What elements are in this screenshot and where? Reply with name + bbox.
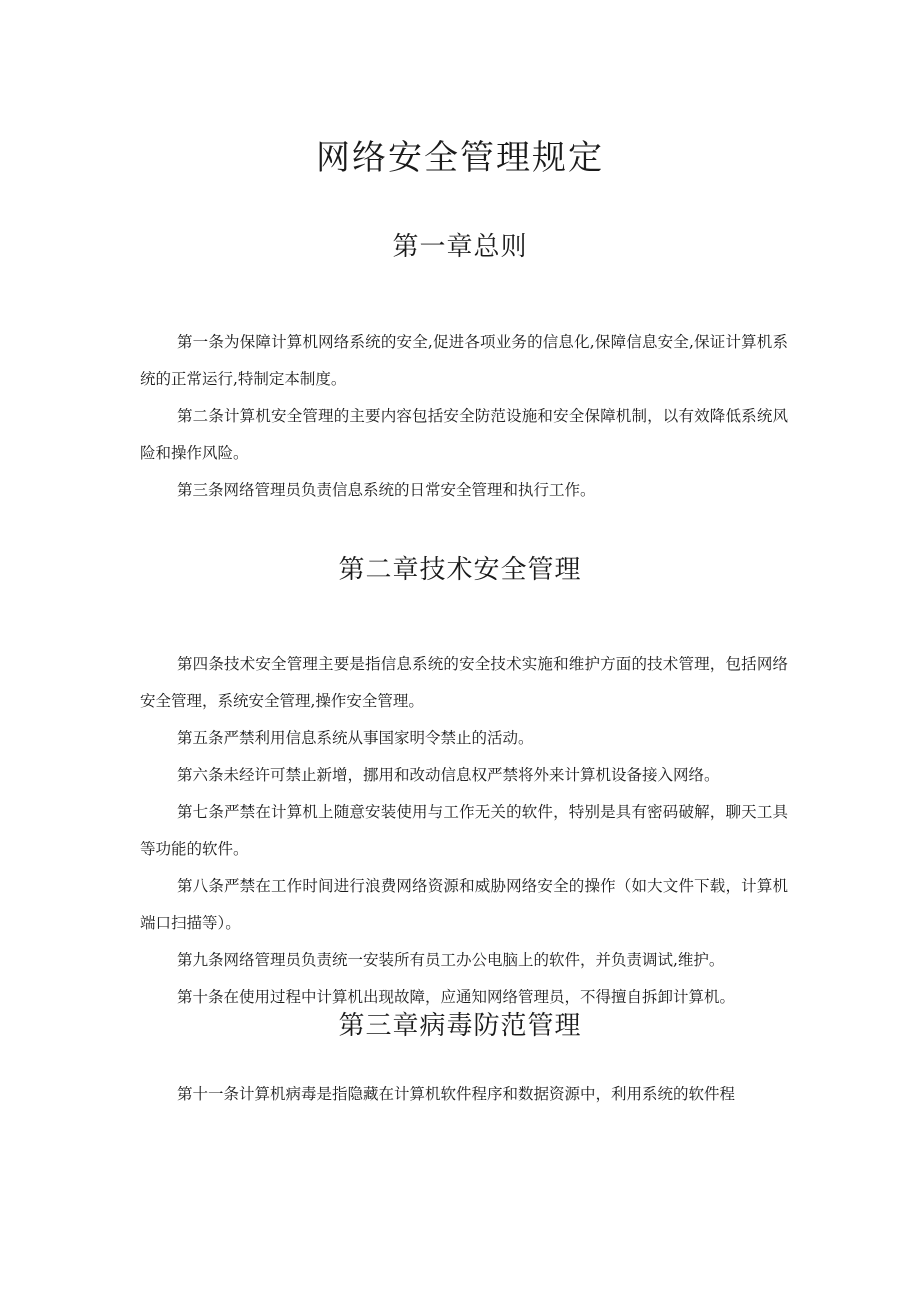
document-title: 网络安全管理规定 (316, 138, 604, 178)
article-7: 第七条严禁在计算机上随意安装使用与工作无关的软件，特别是具有密码破解，聊天工具等功能的软件。 (140, 803, 788, 858)
chapter-1-heading: 第一章总则 (392, 232, 528, 262)
article-5: 第五条严禁利用信息系统从事国家明令禁止的活动。 (177, 729, 534, 747)
article-9: 第九条网络管理员负责统一安装所有员工办公电脑上的软件，并负责调试,维护。 (177, 951, 725, 969)
chapter-2-heading: 第二章技术安全管理 (338, 555, 582, 585)
article-11: 第十一条计算机病毒是指隐藏在计算机软件程序和数据资源中，利用系统的软件程 (177, 1085, 736, 1103)
article-2: 第二条计算机安全管理的主要内容包括安全防范设施和安全保障机制，以有效降低系统风险和操作风险。 (140, 407, 788, 462)
article-10: 第十条在使用过程中计算机出现故障，应通知网络管理员，不得擅自拆卸计算机。 (177, 988, 736, 1006)
article-3: 第三条网络管理员负责信息系统的日常安全管理和执行工作。 (177, 481, 596, 499)
article-1: 第一条为保障计算机网络系统的安全,促进各项业务的信息化,保障信息安全,保证计算机系统的正常运行,特制定本制度。 (140, 333, 788, 388)
article-6: 第六条未经许可禁止新增，挪用和改动信息权严禁将外来计算机设备接入网络。 (177, 766, 720, 784)
article-4: 第四条技术安全管理主要是指信息系统的安全技术实施和维护方面的技术管理，包括网络安全管理，系统安全管理,操作安全管理。 (140, 655, 788, 710)
chapter-3-heading: 第三章病毒防范管理 (338, 1011, 582, 1041)
article-8: 第八条严禁在工作时间进行浪费网络资源和威胁网络安全的操作（如大文件下载，计算机端口扫描等）。 (140, 877, 788, 932)
